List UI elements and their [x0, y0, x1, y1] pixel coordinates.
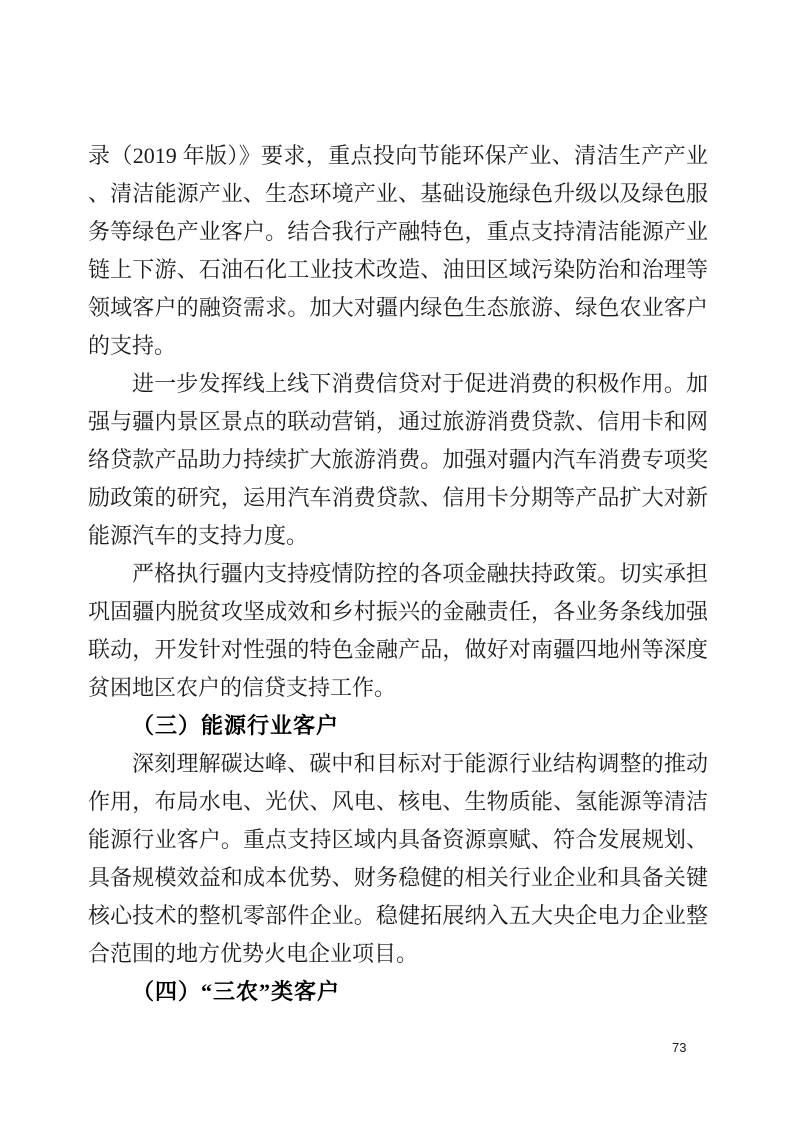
paragraph-energy-industry: 深刻理解碳达峰、碳中和目标对于能源行业结构调整的推动作用，布局水电、光伏、风电、核电、生物质能、氢能源等清洁能源行业客户。重点支持区域内具备资源禀赋、符合发展规划、具备规模效益和成本优势、财务稳健的相关行业企业和具备关键核心技术的整机零部件企业。稳健拓展纳入五大央企电力企业整合范围的地方优势火电企业项目。 — [88, 751, 708, 966]
section-heading-energy-customers: （三）能源行业客户 — [132, 713, 340, 738]
paragraph-green-industry: 录（2019 年版）》要求，重点投向节能环保产业、清洁生产产业、清洁能源产业、生态环境产业、基础设施绿色升级以及绿色服务等绿色产业客户。结合我行产融特色，重点支持清洁能源产业链上下游、石油石化工业技术改造、油田区域污染防治和治理等领域客户的融资需求。加大对疆内绿色生态旅游、绿色农业客户的支持。 — [88, 143, 708, 358]
document-content — [88, 137, 708, 1011]
section-heading-sannong-customers: （四）“三农”类客户 — [132, 979, 341, 1004]
paragraph-consumer-credit: 进一步发挥线上线下消费信贷对于促进消费的积极作用。加强与疆内景区景点的联动营销，通过旅游消费贷款、信用卡和网络贷款产品助力持续扩大旅游消费。加强对疆内汽车消费专项奖励政策的研究，运用汽车消费贷款、信用卡分期等产品扩大对新能源汽车的支持力度。 — [88, 371, 708, 548]
paragraph-pandemic-support: 严格执行疆内支持疫情防控的各项金融扶持政策。切实承担巩固疆内脱贫攻坚成效和乡村振兴的金融责任，各业务条线加强联动，开发针对性强的特色金融产品，做好对南疆四地州等深度贫困地区农户的信贷支持工作。 — [88, 561, 708, 700]
page-number: 73 — [672, 1040, 687, 1055]
